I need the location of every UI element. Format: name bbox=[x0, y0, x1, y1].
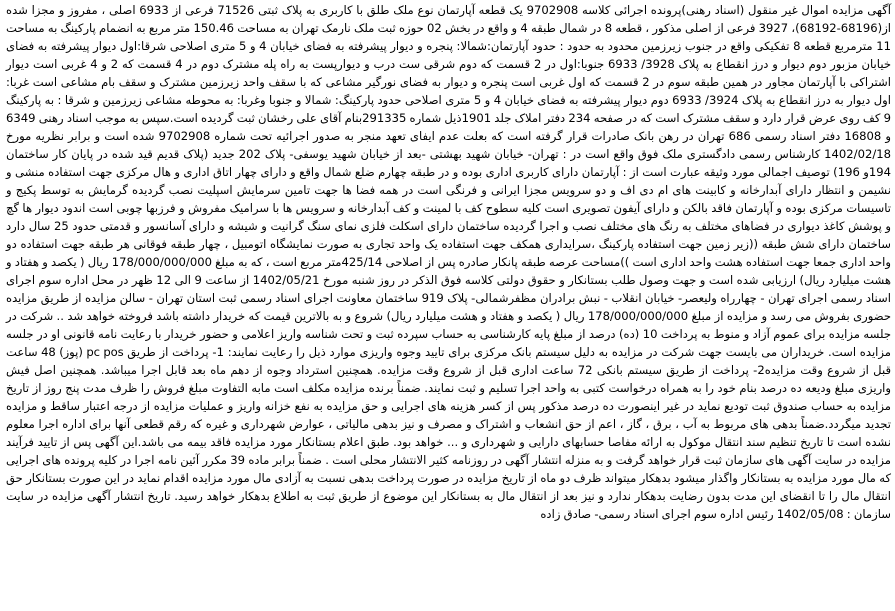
auction-notice-text: آگهی مزایده اموال غیر منقول (اسناد رهنی)پرونده اجرائی کلاسه 9702908 یک قطعه آپارتمان نوع ملک طلق با کاربری به پلاک ثبتی 71526 فرعی از 6933 اصلی ، مفروز و مجزا شده از(68196-68192)، 3927 فرعی از اصلی مذکور ، قطعه 8 در شمال طبقه 4 و واقع در بخش 02 حوزه ثبت ملک نارمک تهران به مساحت 150.46 متر مربع به انضمام پارکینگ به مساحت 11 مترمربع قطعه 8 تفکیکی واقع در جنوب زیرزمین محدود به حدود : حدود آپارتمان:شمالا: پنجره و دیوار پیشرفته به فضای خیابان 4 و 5 متری اصلاحی شرقا:اول دیوار پیشرفته به فضای خیابان مزبور دوم دیوار و درز انقطاع به پلاک 3928/ 6933 جنوبا:اول در 2 قسمت که دوم شرقی ست درب و دیوارپست به راه پله مشترک دوم در 4 قسمت که 2 و 4 غربی است دیوار اشتراکی با آپارتمان مجاور در همین طبقه سوم در 2 قسمت که اول غربی است پنجره و دیوار به فضای نورگیر مشاعی که با سقف واحد زیرزمین مشترک و سقف بام مشاعی است غربا: اول دیوار به درز انقطاع به پلاک 3924/ 6933 دوم دیوار پیشرفته به فضای خیابان 4 و 5 متری اصلاحی حدود پارکینگ: شمالا و جنوبا وغربا: به محوطه مشاعی زیرزمین و شرقا : به پارکینگ 9 کف روی عرض قرار دارد و سقف مشترک است که در صفحه 234 دفتر املاک جلد 1901ذیل شماره 291335بنام آقای علی رخشان ثبت گردیده است.سپس به موجب اسناد رهنی 6349 و 16808 دفتر اسناد رسمی 686 تهران در رهن بانک صادرات قرار گرفته است که بعلت عدم ایفای تعهد منجر به صدور اجرائیه تحت شماره 9702908 شده است و برابر نظریه مورخ 1402/02/18 کارشناس رسمی دادگستری ملک فوق واقع است در : تهران- خیابان شهید بهشتی -بعد از خیابان شهید یوسفی- پلاک 202 جدید (پلاک قدیم قید شده در پایان کار ساختمان 194و 196) توصیف اجمالی مورد وثیقه عبارت است از : آپارتمان دارای کاربری اداری بوده و در طبقه چهارم ضلع شمال واقع و دارای چهار اتاق اداری و هال مرکزی جهت استفاده منشی و نشیمن و انتظار دارای آبدارخانه و کابینت های ام دی اف و دو سرویس مجزا ایرانی و فرنگی است در همه فضا ها جهت تامین سرمایش اسپلیت نصب گردیده گرمایش به توسط پکیج و تاسیسات مرکزی بوده و آپارتمان فاقد بالکن و دارای آیفون تصویری است کلیه سطوح کف با لمینت و کف آبدارخانه و سرویس ها با سرامیک مفروش و فرزبها چوبی است اندود دیوار ها گچ و پوشش کاغذ دیواری در فضاهای مختلف به رنگ های مختلف نصب و اجرا گردیده ساختمان دارای اسکلت فلزی نمای سنگ گرانیت و شیشه و دارای آسانسور و قدمتی حدود 25 سال دارد ساختمان دارای شش طبقه ((زیر زمین جهت استفاده پارکینگ ،سرایداری همکف جهت استفاده یک واحد تجاری به صورت نمایشگاه اتومبیل ، چهار طبقه فوقانی هر طبقه جهت استفاده دو واحد اداری جمعا جهت استفاده هشت واحد اداری است ))مساحت عرصه طبقه پانکار صادره پس از اصلاحی 425/14متر مربع است ، که به مبلغ 178/000/000/000 ریال ( یکصد و هفتاد و هشت میلیارد ریال) ارزیابی شده است و جهت وصول طلب بستانکار و حقوق دولتی کلاسه فوق الذکر در روز شنبه مورخ 1402/05/21 از ساعت 9 الی 12 ظهر در محل اداره سوم اجرای اسناد رسمی اجرای تهران - چهارراه ولیعصر- خیابان انقلاب - نبش برادران مظفرشمالی- پلاک 919 ساختمان معاونت اجرای اسناد رسمی ثبت استان تهران - سالن مزایده از طریق مزایده حضوری بفروش می رسد و مزایده از مبلغ 178/000/000/000 ریال ( یکصد و هفتاد و هشت میلیارد ریال) شروع و به بالاترین قیمت که خریدار داشته باشد فروخته خواهد شد .. شرکت در جلسه مزایده برای عموم آزاد و منوط به پرداخت 10 (ده) درصد از مبلغ پایه کارشناسی به حساب سپرده ثبت و تحت شناسه واریز اعلامی و حضور خریدار با رعایت نامه قانونی او در جلسه مزایده است. خریداران می بایست جهت شرکت در مزایده به دلیل سیستم بانک مرکزی برای تایید وجوه واریزی موارد ذیل را رعایت نمایند: 1- پرداخت از طریق pc pos (پوز) 48 ساعت قبل از شروع وقت مزایده2- پرداخت از طریق سیستم بانکی 72 ساعت اداری قبل از شروع وقت مزایده. همچنین استرداد وجوه از دهم ماه بعد قابل اجرا میباشد. همچنین اصل فیش واریزی مبلغ ودیعه ده درصد بنام خود را به همراه درخواست کتبی به واحد اجرا تسلیم و ثبت نمایند. ضمناً برنده مزایده مکلف است مابه التفاوت مبلغ فروش را ظرف مدت پنج روز از تاریخ مزایده به حساب صندوق ثبت تودیع نماید در غیر اینصورت ده درصد مذکور پس از کسر هزینه های اجرایی و حق مزایده به نفع خزانه واریز و عملیات مزایده از درجه اعتبار ساقط و مزایده تجدید میگردد.ضمناً بدهی های مربوط به آب ، برق ، گاز ، اعم از حق انشعاب و اشتراک و مصرف و نیز بدهی مالیاتی ، عوارض شهرداری و غیره که رقم قطعی آنها برای اداره اجرا معلوم نشده است تا تاریخ تنظیم سند انتقال موکول به ارائه مفاصا حسابهای دارایی و شهرداری و ... خواهد بود. طبق اعلام بستانکار مورد مزایده فاقد بیمه می باشد.این آگهی پس از تایید فرآیند مزایده در سایت آگهی های سازمان ثبت قرار خواهد گرفت و به منزله انتشار آگهی در روزنامه کثیر الانتشار محلی است . ضمناً برابر ماده 39 مکرر آئین نامه اجرا در کلیه پرونده های اجرایی که مال مورد مزایده به بستانکار واگذار میشود بدهکار میتواند ظرف دو ماه از تاریخ مزایده در صورت پرداخت بدهی نسبت به آزادی مال مورد مزایده اقدام نماید در این صورت بستانکار حق انتقال مال را تا انقضای این مدت بدون رضایت بدهکار ندارد و نیز بعد از انتقال مال به بستانکار این موضوع از طریق ثبت به اطلاع بدهکار خواهد رسید. تاریخ انتشار آگهی مزایده در سایت سازمان : 1402/05/08 رئیس اداره سوم اجرای اسناد رسمی- صادق زاده bbox=[6, 3, 892, 522]
